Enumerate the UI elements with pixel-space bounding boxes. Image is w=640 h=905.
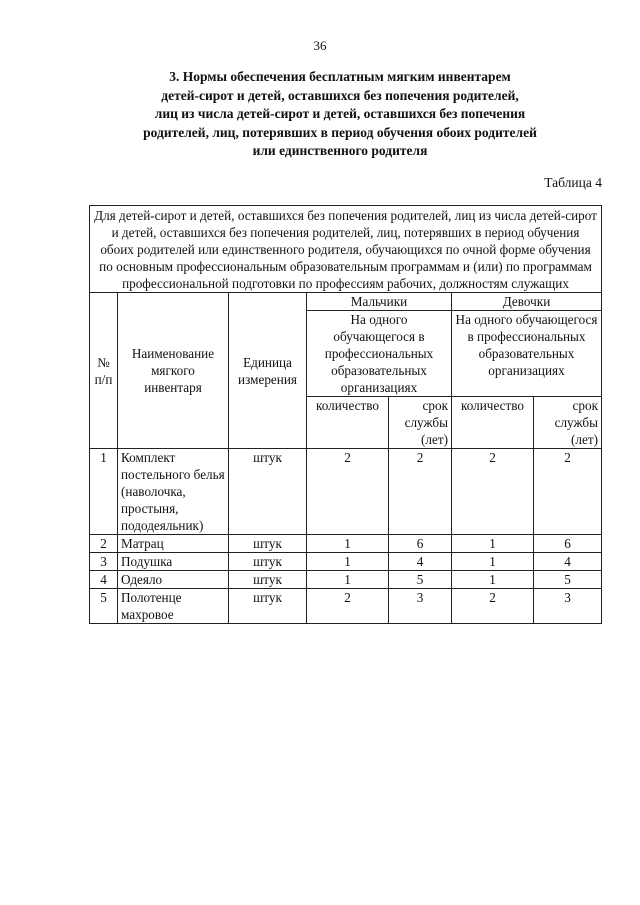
row-girls-quantity: 2	[452, 589, 534, 624]
row-number: 5	[90, 589, 118, 624]
row-boys-life: 5	[389, 571, 452, 589]
row-girls-life: 3	[534, 589, 602, 624]
row-unit: штук	[229, 553, 307, 571]
boys-quantity-header: количество	[307, 397, 389, 449]
boys-life-header: срок службы (лет)	[389, 397, 452, 449]
girls-per-student-header: На одного обучающегося в профессиональных образовательных организациях	[452, 311, 602, 397]
row-girls-quantity: 1	[452, 571, 534, 589]
row-girls-quantity: 1	[452, 535, 534, 553]
row-item-name: Матрац	[118, 535, 229, 553]
row-number: 1	[90, 449, 118, 535]
title-line: лиц из числа детей-сирот и детей, оставшихся без попечения	[154, 106, 526, 121]
row-unit: штук	[229, 589, 307, 624]
row-girls-life: 6	[534, 535, 602, 553]
table-row	[90, 589, 602, 624]
row-unit: штук	[229, 449, 307, 535]
title-line: 3. Нормы обеспечения бесплатным мягким инвентарем	[169, 69, 511, 84]
table-header-text: Для детей-сирот и детей, оставшихся без попечения родителей, лиц из числа детей-сирот и детей, оставшихся без попечения родителей, лиц, потерявших в период обучения обоих родителей или единственного родителя, обучающихся по очной форме обучения по основным профессиональным образовательным программам и (или) по программам профессиональной подготовки по профессиям рабочих, должностям служащих	[90, 206, 602, 293]
row-girls-life: 5	[534, 571, 602, 589]
row-boys-life: 2	[389, 449, 452, 535]
row-girls-quantity: 2	[452, 449, 534, 535]
row-number: 3	[90, 553, 118, 571]
norms-table	[89, 205, 602, 624]
title-line: родителей, лиц, потерявших в период обучения обоих родителей	[143, 124, 537, 140]
table-row	[90, 571, 602, 589]
title-line: или единственного родителя	[252, 143, 428, 158]
row-boys-quantity: 2	[307, 589, 389, 624]
table-header-row	[90, 206, 602, 293]
row-item-name: Подушка	[118, 553, 229, 571]
table-label: Таблица 4	[544, 175, 602, 190]
table-row	[90, 449, 602, 535]
row-boys-quantity: 1	[307, 571, 389, 589]
row-boys-quantity: 1	[307, 553, 389, 571]
page-number: 36	[313, 38, 327, 53]
row-unit: штук	[229, 571, 307, 589]
row-girls-life: 4	[534, 553, 602, 571]
row-boys-life: 6	[389, 535, 452, 553]
row-item-name: Полотенце махровое	[118, 589, 229, 624]
section-title	[110, 68, 570, 161]
row-number: 4	[90, 571, 118, 589]
boys-header: Мальчики	[307, 293, 452, 311]
row-boys-life: 4	[389, 553, 452, 571]
title-line: детей-сирот и детей, оставшихся без попечения родителей,	[161, 87, 519, 103]
row-boys-quantity: 2	[307, 449, 389, 535]
row-item-name: Комплект постельного белья (наволочка, простыня, пододеяльник)	[118, 449, 229, 535]
col-unit-header: Единица измерения	[229, 293, 307, 449]
row-girls-quantity: 1	[452, 553, 534, 571]
col-number-header: № п/п	[90, 293, 118, 449]
row-boys-quantity: 1	[307, 535, 389, 553]
row-unit: штук	[229, 535, 307, 553]
row-number: 2	[90, 535, 118, 553]
row-item-name: Одеяло	[118, 571, 229, 589]
girls-life-header: срок службы (лет)	[534, 397, 602, 449]
row-boys-life: 3	[389, 589, 452, 624]
col-name-header: Наименование мягкого инвентаря	[118, 293, 229, 449]
group-header-row	[90, 293, 602, 311]
girls-quantity-header: количество	[452, 397, 534, 449]
table-row	[90, 535, 602, 553]
row-girls-life: 2	[534, 449, 602, 535]
table-row	[90, 553, 602, 571]
girls-header: Девочки	[452, 293, 602, 311]
boys-per-student-header: На одного обучающегося в профессиональных образовательных организациях	[307, 311, 452, 397]
